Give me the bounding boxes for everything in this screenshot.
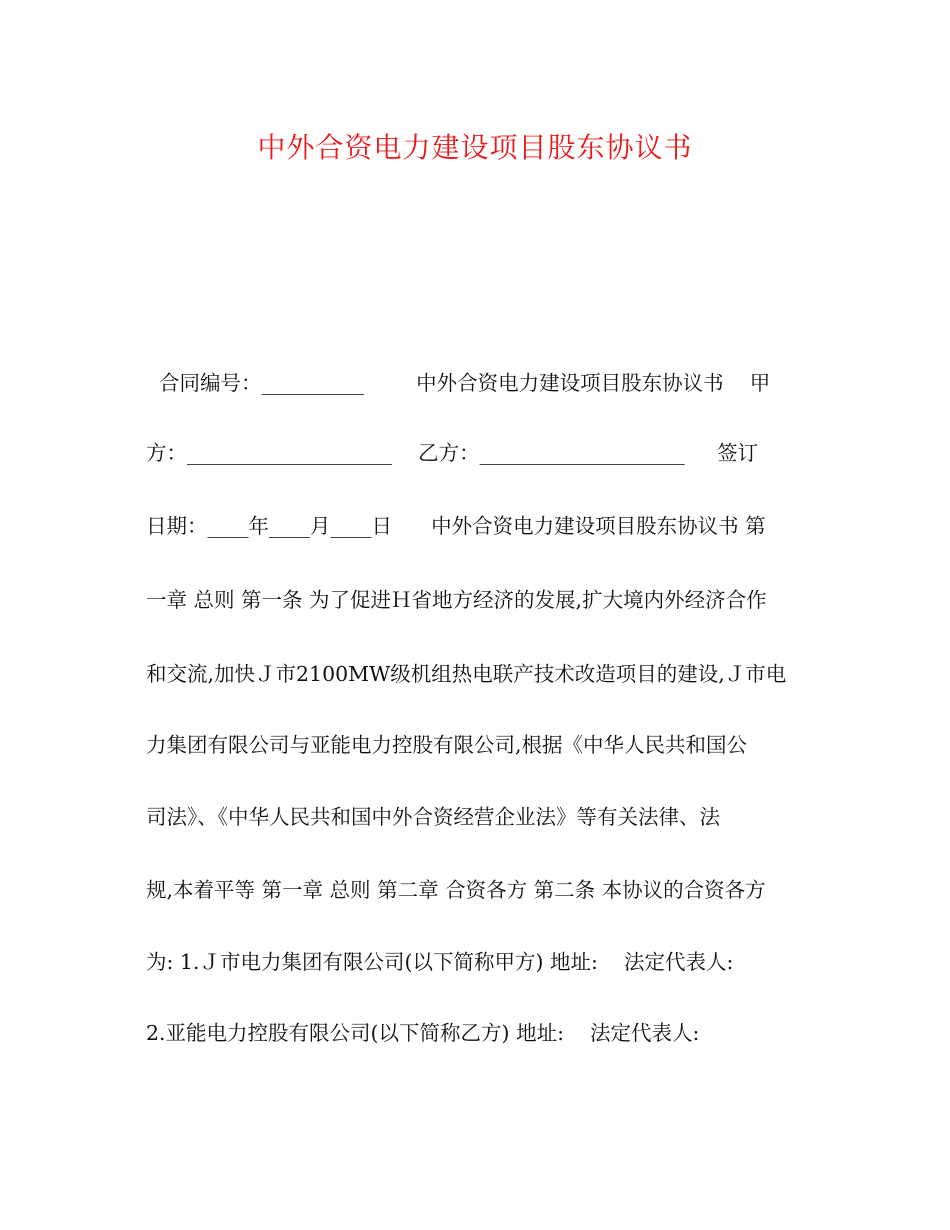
- document-title: 中外合资电力建设项目股东协议书: [257, 131, 693, 164]
- text-line-9: 为: 1.Ｊ市电力集团有限公司(以下简称甲方) 地址: 法定代表人:: [146, 950, 734, 974]
- text-line-2: 方：____________________ 乙方：____________________ 签订: [146, 441, 759, 465]
- text-line-5: 和交流,加快Ｊ市2100MW级机组热电联产技术改造项目的建设,Ｊ市电: [146, 662, 787, 686]
- text-line-6: 力集团有限公司与亚能电力控股有限公司,根据《中华人民共和国公: [146, 733, 748, 757]
- text-line-3: 日期：____年____月____日 中外合资电力建设项目股东协议书 第: [146, 514, 766, 538]
- text-line-10: 2.亚能电力控股有限公司(以下简称乙方) 地址: 法定代表人:: [146, 1021, 700, 1045]
- text-line-4: 一章 总则 第一条 为了促进Ｈ省地方经济的发展,扩大境内外经济合作: [146, 588, 767, 612]
- text-line-1: 合同编号：__________ 中外合资电力建设项目股东协议书 甲: [146, 371, 771, 395]
- text-line-7: 司法》、《中华人民共和国中外合资经营企业法》等有关法律、法: [146, 805, 720, 829]
- text-line-8: 规,本着平等 第一章 总则 第二章 合资各方 第二条 本协议的合资各方: [146, 878, 766, 902]
